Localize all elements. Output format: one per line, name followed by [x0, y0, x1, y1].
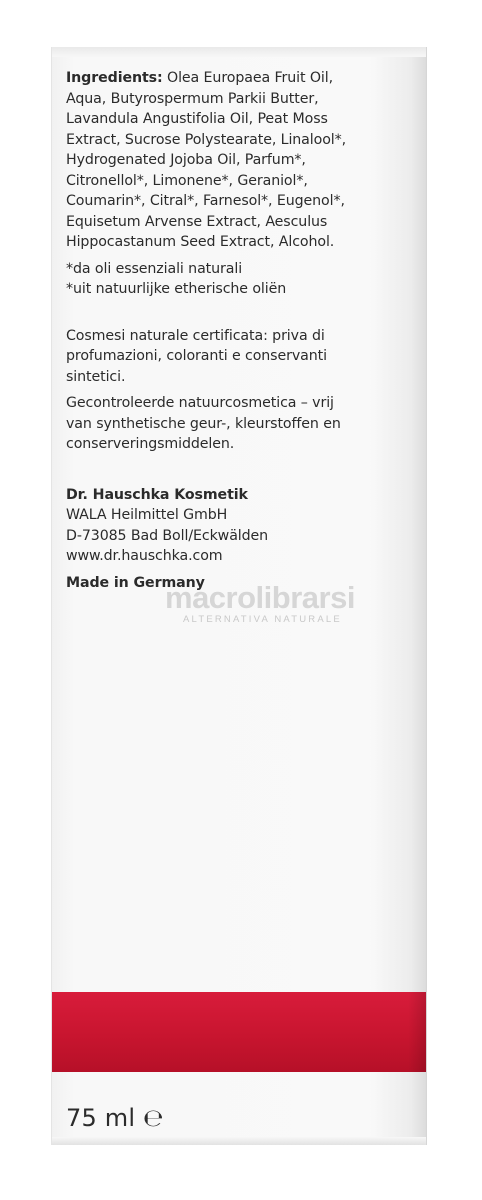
dutch-line: Gecontroleerde natuurcosmetica – vrij: [66, 395, 334, 411]
ingredients-line: Lavandula Angustifolia Oil, Peat Moss: [66, 111, 328, 127]
italian-line: sintetici.: [66, 368, 126, 385]
volume-label: 75 ml ℮: [66, 1104, 164, 1132]
watermark-tagline: ALTERNATIVA NATURALE: [183, 614, 342, 625]
dutch-line: conserveringsmiddelen.: [66, 436, 235, 452]
manufacturer-address: D-73085 Bad Boll/Eckwälden: [66, 527, 269, 544]
ingredients-line: Aqua, Butyrospermum Parkii Butter,: [66, 90, 319, 107]
footnotes: [66, 259, 416, 300]
manufacturer-company: WALA Heilmittel GmbH: [66, 507, 228, 523]
ingredients-line: Hippocastanum Seed Extract, Alcohol.: [66, 234, 335, 250]
ingredients-line: Coumarin*, Citral*, Farnesol*, Eugenol*,: [66, 193, 345, 209]
red-stripe: [52, 992, 426, 1072]
ingredients-line: Extract, Sucrose Polystearate, Linalool*,: [66, 131, 347, 148]
dutch-line: van synthetische geur-, kleurstoffen en: [66, 415, 341, 432]
italian-line: Cosmesi naturale certificata: priva di: [66, 327, 325, 344]
ingredients-line: Hydrogenated Jojoba Oil, Parfum*,: [66, 152, 306, 168]
manufacturer-website: www.dr.hauschka.com: [66, 548, 223, 564]
label-text-block: [66, 68, 416, 593]
footnote-italian: *da oli essenziali naturali: [66, 260, 243, 277]
ingredients-line: Olea Europaea Fruit Oil,: [162, 70, 333, 86]
origin-text: Made in Germany: [66, 574, 205, 591]
ingredients-line: Citronellol*, Limonene*, Geraniol*,: [66, 172, 308, 189]
manufacturer-block: [66, 485, 416, 567]
manufacturer-name: Dr. Hauschka Kosmetik: [66, 486, 248, 503]
ingredients-label: Ingredients:: [66, 70, 163, 86]
italian-line: profumazioni, coloranti e conservanti: [66, 348, 327, 364]
ingredients-list: [66, 68, 416, 253]
footnote-dutch: *uit natuurlijke etherische oliën: [66, 281, 287, 297]
italian-certification-text: [66, 326, 416, 388]
ingredients-line: Equisetum Arvense Extract, Aesculus: [66, 213, 328, 230]
dutch-certification-text: [66, 393, 416, 455]
watermark-brand: macrolibrarsi: [165, 580, 355, 615]
